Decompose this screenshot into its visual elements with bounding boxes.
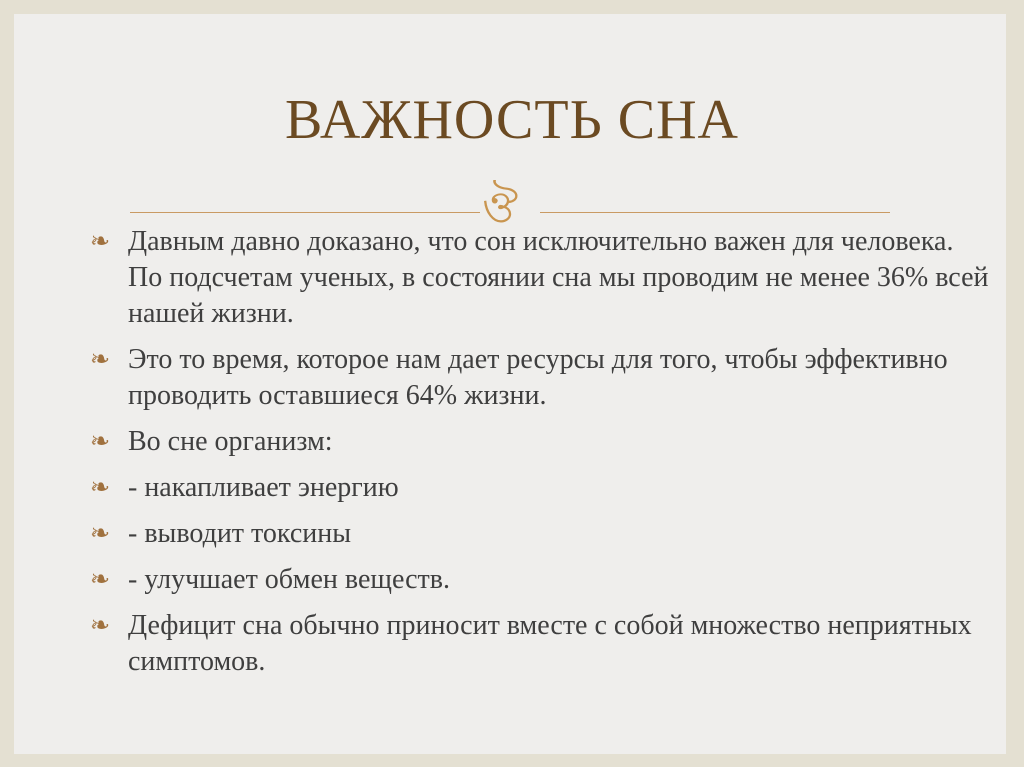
fleuron-bullet-icon: ❧ [90,347,111,373]
bullet-text: - улучшает обмен веществ. [128,564,450,595]
bullet-item [90,470,990,506]
fleuron-bullet-icon: ❧ [90,521,111,547]
bullet-item [90,224,990,332]
bullet-item [90,608,990,680]
bullet-item [90,424,990,460]
flourish-ornament-icon: ঔ [482,183,519,232]
bullet-text: Дефицит сна обычно приносит вместе с собой множество неприятных симптомов. [128,610,972,677]
title-divider-right [540,212,890,213]
bullet-item [90,562,990,598]
bullet-item [90,342,990,414]
fleuron-bullet-icon: ❧ [90,613,111,639]
fleuron-bullet-icon: ❧ [90,567,111,593]
bullet-text: Давным давно доказано, что сон исключительно важен для человека. По подсчетам ученых, в состоянии сна мы проводим не менее 36% всей нашей жизни. [128,226,989,329]
slide-title: ВАЖНОСТЬ СНА [285,89,739,151]
fleuron-bullet-icon: ❧ [90,429,111,455]
title-divider-left [130,212,480,213]
bullet-text: Это то время, которое нам дает ресурсы для того, чтобы эффективно проводить оставшиеся 64% жизни. [128,344,948,411]
bullet-text: - накапливает энергию [128,472,399,503]
bullet-text: - выводит токсины [128,518,352,549]
bullet-text: Во сне организм: [128,426,333,457]
bullet-list [90,224,990,690]
bullet-item [90,516,990,552]
fleuron-bullet-icon: ❧ [90,229,111,255]
fleuron-bullet-icon: ❧ [90,475,111,501]
